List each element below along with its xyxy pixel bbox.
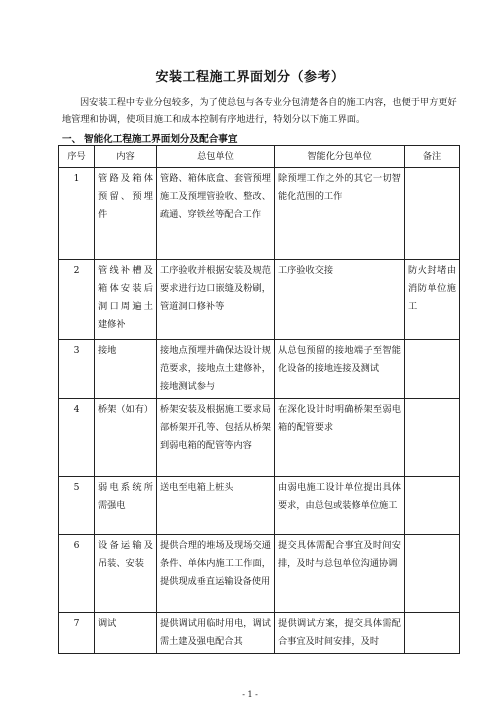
cell-general: 接地点预埋并确保达设计规范要求，接地点土建修补，接地测试参与 <box>157 340 275 399</box>
table-row <box>59 535 460 613</box>
table-row <box>59 340 460 399</box>
cell-content: 设备运输及吊装、安装 <box>95 535 157 613</box>
table-header-row <box>59 146 460 168</box>
table-row <box>59 260 460 340</box>
cell-note <box>405 535 460 613</box>
header-intelligent-subcontractor: 智能化分包单位 <box>275 146 405 168</box>
cell-no: 1 <box>59 168 95 260</box>
cell-general: 提供合理的堆场及现场交通条件、单体内施工工作面，提供现成垂直运输设备使用 <box>157 535 275 613</box>
cell-note: 防火封堵由消防单位施工 <box>405 260 460 340</box>
cell-no: 4 <box>59 399 95 477</box>
cell-content: 弱电系统所需强电 <box>95 477 157 535</box>
table-row <box>59 168 460 260</box>
cell-general: 提供调试用临时用电，调试需土建及强电配合其 <box>157 613 275 654</box>
table-row <box>59 399 460 477</box>
header-general-contractor: 总包单位 <box>157 146 275 168</box>
cell-sub: 提供调试方案，提交具体需配合事宜及时间安排，及时 <box>275 613 405 654</box>
header-no: 序号 <box>59 146 95 168</box>
cell-general: 送电至电箱上桩头 <box>157 477 275 535</box>
page-number: - 1 - <box>242 690 258 699</box>
cell-general: 管路、箱体底盒、套管预埋施工及预埋管验收、整改、疏通、穿铁丝等配合工作 <box>157 168 275 260</box>
cell-content: 接地 <box>95 340 157 399</box>
cell-note <box>405 168 460 260</box>
interface-table <box>58 145 460 654</box>
cell-general: 桥架安装及根据施工要求局部桥架开孔等、包括从桥架到弱电箱的配管等内容 <box>157 399 275 477</box>
document-title: 安装工程施工界面划分（参考） <box>155 70 345 85</box>
cell-sub: 除预埋工作之外的其它一切智能化范围的工作 <box>275 168 405 260</box>
cell-sub: 从总包预留的接地端子至智能化设备的接地连接及测试 <box>275 340 405 399</box>
intro-paragraph: 因安装工程中专业分包较多，为了使总包与各专业分包清楚各自的施工内容，也便于甲方更好地管理和协调，使项目施工和成本控制有序地进行，特划分以下施工界面。 <box>62 97 457 125</box>
cell-no: 6 <box>59 535 95 613</box>
cell-sub: 在深化设计时明确桥架至弱电箱的配管要求 <box>275 399 405 477</box>
cell-note <box>405 399 460 477</box>
cell-content: 调试 <box>95 613 157 654</box>
section-heading <box>62 131 238 145</box>
table-row <box>59 477 460 535</box>
section-number: 一、 <box>62 134 82 145</box>
cell-no: 7 <box>59 613 95 654</box>
cell-content: 管线补槽及箱体安装后洞口周遍土建修补 <box>95 260 157 340</box>
header-content: 内容 <box>95 146 157 168</box>
cell-sub: 工序验收交接 <box>275 260 405 340</box>
cell-note <box>405 340 460 399</box>
cell-no: 3 <box>59 340 95 399</box>
section-title: 智能化工程施工界面划分及配合事宜 <box>84 134 238 145</box>
cell-note <box>405 477 460 535</box>
cell-no: 2 <box>59 260 95 340</box>
cell-sub: 由弱电施工设计单位提出具体要求，由总包或装修单位施工 <box>275 477 405 535</box>
cell-note <box>405 613 460 654</box>
cell-no: 5 <box>59 477 95 535</box>
header-note: 备注 <box>405 146 460 168</box>
cell-general: 工序验收并根据安装及规范要求进行边口嵌缝及粉刷，管道洞口修补等 <box>157 260 275 340</box>
cell-content: 管路及箱体预留、预埋件 <box>95 168 157 260</box>
cell-sub: 提交具体需配合事宜及时间安排，及时与总包单位沟通协调 <box>275 535 405 613</box>
cell-content: 桥架（如有） <box>95 399 157 477</box>
table-row <box>59 613 460 654</box>
